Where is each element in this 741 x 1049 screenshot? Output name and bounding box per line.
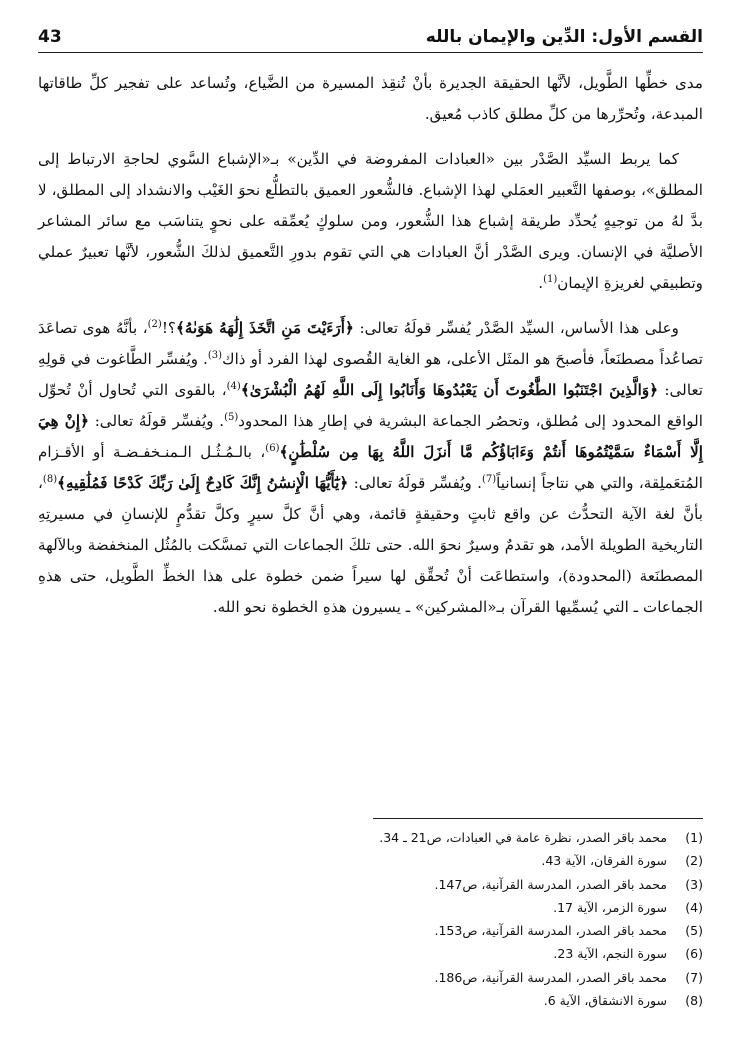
footnote-item bbox=[180, 966, 703, 989]
paragraph-3 bbox=[38, 313, 703, 623]
footnote-text: محمد باقر الصدر، نظرة عامة في العبادات، ص21 ـ 34. bbox=[379, 830, 667, 845]
paragraph-2 bbox=[38, 144, 703, 299]
body-text bbox=[38, 68, 703, 637]
footnote-item bbox=[180, 896, 703, 919]
quran-verse: ﴿يَٰٓأَيُّهَا الْإِنسَٰنُ إِنَّكَ كَادِحٌ إِلَىٰ رَبِّكَ كَدْحًا فَمُلَٰقِيهِ﴾ bbox=[57, 474, 349, 492]
footnote-text: سورة الزمر، الآية 17. bbox=[553, 899, 667, 915]
footnote-text: محمد باقر الصدر، المدرسة القرآنية، ص147. bbox=[434, 876, 667, 892]
paragraph-1 bbox=[38, 68, 703, 130]
paragraph-text: ، بالقوى التي تُحاول أنْ تُحوِّل الواقع المحدود إلى مُطلق، وتحصُر الجماعة البشرية في إطارِ هذا المحدود bbox=[38, 381, 703, 430]
paragraph-text: ، بأنَّهُ هوى تصاعَدَ تصاعُداً مصطنَعاً، فأصبحَ هو المثَل الأعلى، هو الغاية القُصوى لهذا الفرد أو ذاك bbox=[38, 319, 703, 368]
footnote-item bbox=[180, 942, 703, 965]
footnote-text: محمد باقر الصدر، المدرسة القرآنية، ص153. bbox=[434, 923, 667, 939]
footnote-reference: (5) bbox=[224, 411, 239, 423]
footnote-item bbox=[180, 849, 703, 872]
footnote-number: (4) bbox=[685, 899, 703, 915]
footnote-number: (5) bbox=[685, 923, 703, 939]
footnote-item bbox=[180, 873, 703, 896]
footnote-number: (2) bbox=[685, 853, 703, 869]
footnote-divider bbox=[373, 818, 703, 819]
footnote-text: سورة الفرقان، الآية 43. bbox=[541, 853, 667, 869]
footnote-item bbox=[180, 989, 703, 1012]
footnote-reference: (8) bbox=[42, 473, 58, 485]
footnote-text: محمد باقر الصدر، المدرسة القرآنية، ص186. bbox=[434, 969, 667, 985]
footnote-reference: (6) bbox=[265, 442, 280, 454]
footnote-item bbox=[180, 919, 703, 942]
footnote-text: سورة الانشقاق، الآية 6. bbox=[543, 993, 667, 1009]
footnote-number: (6) bbox=[685, 946, 703, 962]
footnote-number: (3) bbox=[685, 876, 703, 892]
running-header bbox=[38, 22, 703, 53]
footnotes-list bbox=[180, 826, 703, 1012]
paragraph-text: . ويُفسِّر قولَهُ تعالى: bbox=[89, 412, 225, 430]
footnote-number: (7) bbox=[685, 969, 703, 985]
paragraph-text: . ويُفسِّر قولَهُ تعالى: bbox=[348, 474, 482, 492]
footnote-text: سورة النجم، الآية 23. bbox=[553, 946, 667, 962]
quran-verse: ﴿وَالَّذِينَ اجْتَنَبُوا الطَّٰغُوتَ أَن يَعْبُدُوهَا وَأَنَابُوا إِلَى اللَّهِ لَهُمُ الْبُشْرَىٰ﴾ bbox=[240, 381, 659, 399]
footnote-reference: (3) bbox=[207, 349, 223, 361]
paragraph-text: ، بأنَّ لغة الآية التحدُّث عن واقع ثابتٍ وحقيقةٍ قائمة، وهي أنَّ كلَّ سيرٍ وكلَّ تقدُّمٍ للإنسانِ في مسيرتِهِ التاريخية الطويلة الأمد، هو تقدمٌ وسيرٌ نحوَ الله. حتى تلكَ الجماعات التي تمسَّكت بالمُثُل المنخفضة وبالآلهة المصطنَعة (المحدودة)، واستطاعَت أنْ تُحقِّق لها سيراً ضمن خطوة على هذا الخطِّ الطَّويل، حتى هذهِ الجماعات ـ التي يُسمِّيها القرآن بـ«المشركين» ـ يسيرون هذهِ الخطوة نحو الله. bbox=[38, 474, 703, 616]
footnote-number: (8) bbox=[685, 993, 703, 1009]
footnote-reference: (7) bbox=[481, 473, 497, 485]
footnote-number: (1) bbox=[685, 830, 703, 845]
footnote-reference: (4) bbox=[226, 380, 241, 392]
paragraph-text: ، بالـمُـثُـل الـمنـخفـضـة أو الأقـزام المُتعَملِقة، والتي هي نتاجاً إنسانياً bbox=[38, 443, 703, 492]
quran-verse: ﴿إِنْ هِيَ إِلَّا أَسْمَاءٌ سَمَّيْتُمُوهَا أَنتُمْ وَءَابَاؤُكُم مَّا أَنزَلَ اللَّهُ بِهَا مِن سُلْطَٰنٍ﴾ bbox=[38, 412, 703, 461]
chapter-title: القسم الأول: الدِّين والإيمان بالله bbox=[425, 27, 703, 47]
page-number: 43 bbox=[38, 27, 62, 47]
paragraph-text: . ويُفسِّر الطَّاغوت في قولِهِ تعالى: bbox=[38, 350, 703, 399]
footnote-reference: (2) bbox=[147, 318, 162, 330]
paragraph-text: مدى خطِّها الطَّويل، لأنَّها الحقيقة الجديرة بأنْ تُنقِذ المسيرة من الضَّياع، وتُساعد على تفجير كلِّ طاقاتها المبدعة، وتُحرِّرها من كلِّ مطلق كاذب مُعيق. bbox=[38, 74, 704, 123]
paragraph-text: كما يربط السيِّد الصَّدْر بين «العبادات المفروضة في الدِّين» بـ«الإشباع السَّوي لحاجةِ الارتباط إلى المطلق»، بوصفها التَّعبير العمَلي لهذا الإشباع. فالشُّعور العميق بالتطلُّع نحوَ الغَيْب والانشداد إلى المطلق، لا بدَّ لهُ من توجيهٍ يُحدِّد طريقة إشباع هذا الشُّعور، ومن سلوكٍ يُعمِّقه على نحوٍ يتناسَب مع سائر المشاعر الأصليَّة في الإنسان. ويرى الصَّدْر أنَّ العبادات هي التي تقوم بدورِ التَّعميق لذلكَ الشُّعور، لأنَّها تعبيرٌ عملي وتطبيقي لغريزةِ الإيمان bbox=[38, 150, 703, 292]
paragraph-text: ؟! bbox=[161, 319, 176, 337]
paragraph-text: . bbox=[538, 274, 544, 292]
footnote-reference: (1) bbox=[543, 273, 558, 285]
paragraph-text: وعلى هذا الأساس، السيِّد الصَّدْر يُفسِّر قولَهُ تعالى: bbox=[353, 319, 679, 337]
quran-verse: ﴿أَرَءَيْتَ مَنِ اتَّخَذَ إِلَٰهَهُ هَوَىٰهُ﴾ bbox=[176, 319, 354, 337]
footnote-item bbox=[180, 826, 703, 849]
